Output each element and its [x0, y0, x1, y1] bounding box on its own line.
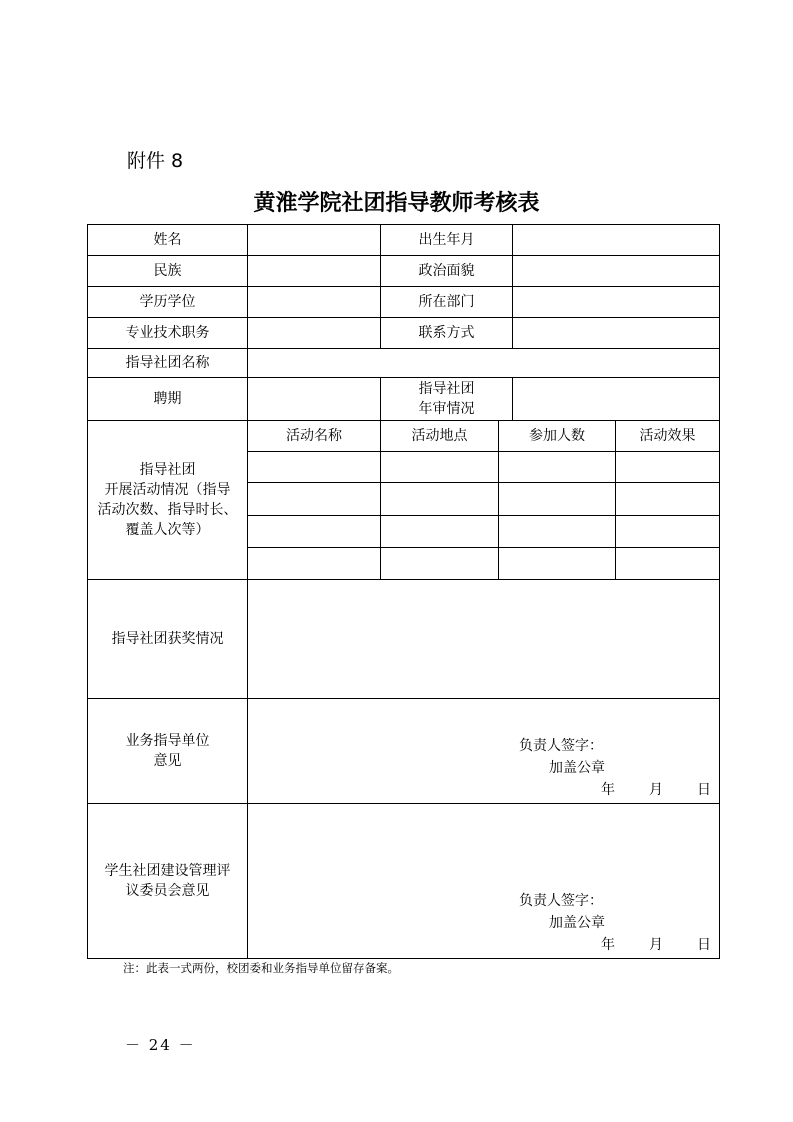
label-review-line-2: 年审情况	[418, 401, 475, 417]
activity-cell[interactable]	[499, 516, 616, 548]
label-unit-opinion-line-2: 意见	[153, 753, 182, 769]
label-review-line-1: 指导社团	[418, 381, 475, 397]
label-unit-opinion-line-1: 业务指导单位	[125, 733, 210, 749]
activity-cell[interactable]	[616, 548, 720, 580]
input-department[interactable]	[513, 287, 720, 318]
input-term[interactable]	[248, 378, 381, 421]
label-title-rank: 专业技术职务	[88, 318, 248, 349]
month-label: 月	[649, 782, 663, 798]
page-number: － 24 －	[125, 1036, 196, 1054]
unit-opinion-area[interactable]	[248, 699, 720, 804]
attachment-label: 附件 8	[127, 150, 184, 172]
label-awards: 指导社团获奖情况	[88, 580, 248, 699]
input-contact[interactable]	[513, 318, 720, 349]
label-birth: 出生年月	[381, 225, 513, 256]
label-political: 政治面貌	[381, 256, 513, 287]
label-activities-line-4: 覆盖人次等）	[125, 522, 210, 538]
activity-cell[interactable]	[381, 483, 499, 516]
activity-cell[interactable]	[381, 548, 499, 580]
label-term: 聘期	[88, 378, 248, 421]
activity-cell[interactable]	[381, 516, 499, 548]
month-label: 月	[649, 937, 663, 953]
label-ethnicity: 民族	[88, 256, 248, 287]
date-line	[511, 934, 711, 956]
committee-signature-block	[511, 890, 711, 956]
activity-cell[interactable]	[616, 483, 720, 516]
label-activities-line-3: 活动次数、指导时长、	[97, 502, 238, 518]
input-club-name[interactable]	[248, 349, 720, 378]
form-title: 黄淮学院社团指导教师考核表	[253, 190, 540, 216]
activity-cell[interactable]	[248, 548, 381, 580]
committee-opinion-area[interactable]	[248, 804, 720, 959]
day-label: 日	[697, 937, 711, 953]
label-contact: 联系方式	[381, 318, 513, 349]
input-awards[interactable]	[248, 580, 720, 699]
label-name: 姓名	[88, 225, 248, 256]
activity-cell[interactable]	[248, 516, 381, 548]
activity-cell[interactable]	[499, 548, 616, 580]
input-ethnicity[interactable]	[248, 256, 381, 287]
activity-cell[interactable]	[248, 452, 381, 483]
input-birth[interactable]	[513, 225, 720, 256]
input-education[interactable]	[248, 287, 381, 318]
activity-cell[interactable]	[381, 452, 499, 483]
label-committee-opinion-line-1: 学生社团建设管理评	[104, 863, 231, 879]
activity-header-name: 活动名称	[248, 421, 381, 452]
activity-cell[interactable]	[499, 452, 616, 483]
label-unit-opinion	[88, 699, 248, 804]
input-title-rank[interactable]	[248, 318, 381, 349]
seal-label: 加盖公章	[549, 760, 605, 776]
label-education: 学历学位	[88, 287, 248, 318]
year-label: 年	[601, 937, 615, 953]
label-activities	[88, 421, 248, 580]
activity-header-effect: 活动效果	[616, 421, 720, 452]
activity-header-location: 活动地点	[381, 421, 499, 452]
activity-cell[interactable]	[616, 516, 720, 548]
assessment-form-table	[87, 224, 720, 959]
footnote: 注：此表一式两份，校团委和业务指导单位留存备案。	[123, 961, 399, 975]
date-line	[511, 779, 711, 801]
activity-cell[interactable]	[248, 483, 381, 516]
activity-cell[interactable]	[616, 452, 720, 483]
signer-label: 负责人签字：	[519, 738, 603, 754]
seal-label: 加盖公章	[549, 915, 605, 931]
label-committee-opinion-line-2: 议委员会意见	[125, 883, 210, 899]
input-political[interactable]	[513, 256, 720, 287]
label-committee-opinion	[88, 804, 248, 959]
input-review[interactable]	[513, 378, 720, 421]
label-department: 所在部门	[381, 287, 513, 318]
activity-cell[interactable]	[499, 483, 616, 516]
activity-header-participants: 参加人数	[499, 421, 616, 452]
label-review	[381, 378, 513, 421]
label-club-name: 指导社团名称	[88, 349, 248, 378]
unit-signature-block	[511, 735, 711, 801]
label-activities-line-2: 开展活动情况（指导	[104, 482, 231, 498]
input-name[interactable]	[248, 225, 381, 256]
label-activities-line-1: 指导社团	[139, 462, 196, 478]
year-label: 年	[601, 782, 615, 798]
signer-label: 负责人签字：	[519, 893, 603, 909]
day-label: 日	[697, 782, 711, 798]
